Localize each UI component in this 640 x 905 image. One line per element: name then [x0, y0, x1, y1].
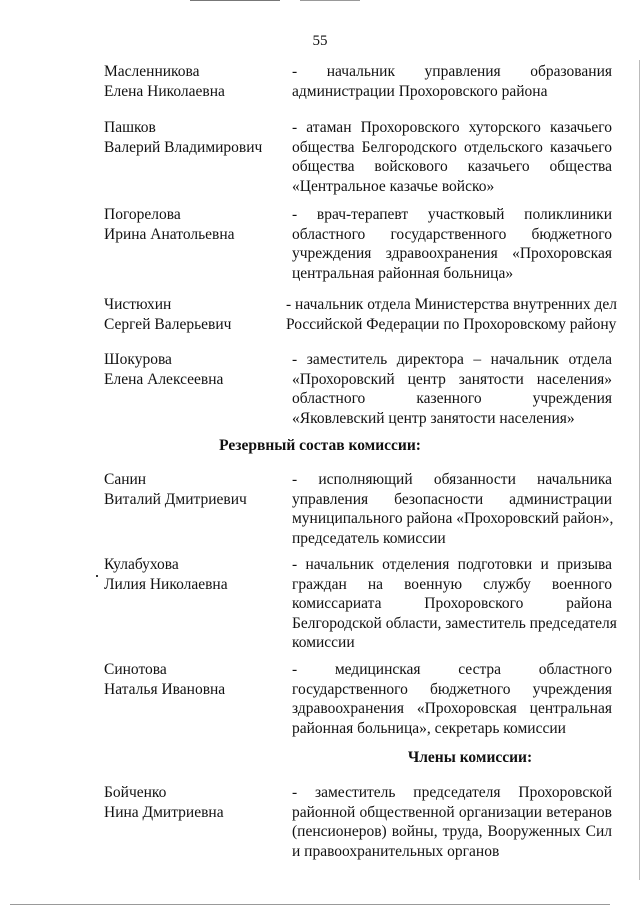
member-name: Шокурова Елена Алексеевна	[104, 351, 224, 388]
member-name: Синотова Наталья Ивановна	[104, 661, 226, 698]
member-name: Пашков Валерий Владимирович	[104, 119, 263, 156]
scan-edge-top	[190, 0, 280, 1]
member-name: Кулабухова Лилия Николаевна	[104, 556, 228, 593]
member-position: - заместитель председателя Прохоровской районной общественной организации ветеранов (пенсионеров) войны, труда, Вооруженных Сил и правоохранительных органов	[292, 784, 612, 860]
member-position: - исполняющий обязанности начальника управления безопасности администрации муниципального района «Прохоровский район», председатель комиссии	[292, 471, 614, 547]
member-position: - медицинская сестра областного государственного бюджетного учреждения здравоохранения «Прохоровская центральная районная больница», секретарь комиссии	[292, 661, 612, 737]
member-name: Санин Виталий Дмитриевич	[104, 471, 247, 508]
member-name: Чистюхин Сергей Валерьевич	[104, 296, 232, 333]
scan-speck	[96, 575, 98, 577]
page-number: 55	[312, 33, 328, 49]
member-position: - врач-терапевт участковый поликлиники областного государственного бюджетного учреждения здравоохранения «Прохоровская центральная районная больница»	[292, 206, 612, 282]
section-heading-members: Члены комиссии:	[407, 749, 533, 766]
section-heading-reserve: Резервный состав комиссии:	[219, 437, 421, 454]
member-position: - заместитель директора – начальник отдела «Прохоровский центр занятости населения» областного казенного учреждения «Яковлевский центр занятости населения»	[292, 351, 612, 427]
member-position: - атаман Прохоровского хуторского казачьего общества Белгородского отдельского казачьего общества войскового казачьего общества «Центральное казачье войско»	[292, 119, 612, 195]
scan-edge-top	[300, 0, 360, 1]
member-name: Масленникова Елена Николаевна	[104, 63, 225, 100]
member-position: - начальник управления образования администрации Прохоровского района	[292, 63, 612, 100]
member-name: Бойченко Нина Дмитриевна	[104, 784, 224, 821]
member-position: - начальник отдела Министерства внутренних дел Российской Федерации по Прохоровскому району	[286, 296, 618, 333]
member-name: Погорелова Ирина Анатольевна	[104, 206, 235, 243]
member-position: - начальник отделения подготовки и призыва граждан на военную службу военного комиссариата Прохоровского района Белгородской области, заместитель председателя комиссии	[292, 556, 617, 651]
